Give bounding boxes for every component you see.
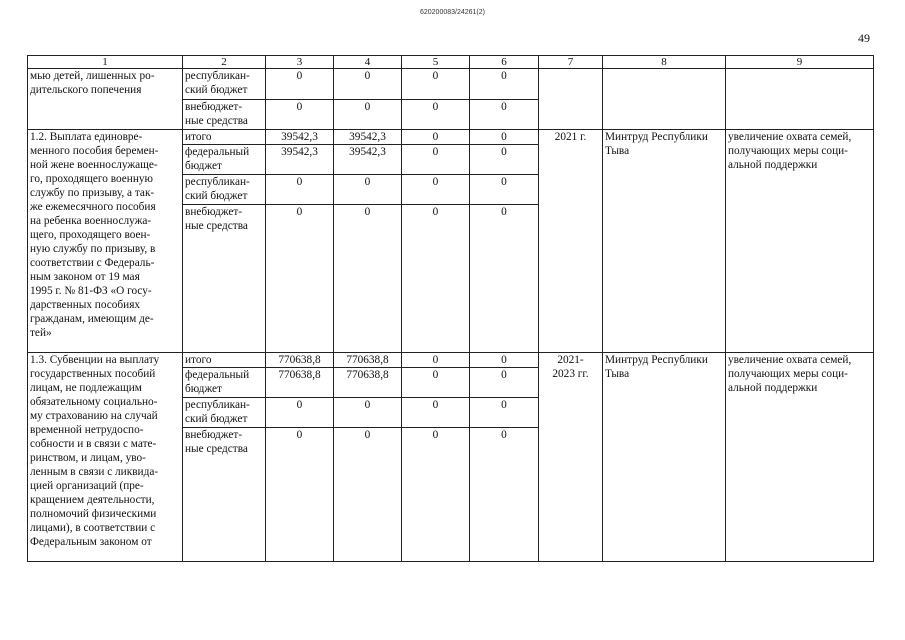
- value-col6: 0: [470, 353, 539, 368]
- value-col4: 0: [334, 428, 402, 562]
- value-col3: 770638,8: [266, 368, 334, 398]
- table-row: [28, 69, 874, 100]
- column-header: 7: [539, 56, 603, 69]
- value-col3: 39542,3: [266, 130, 334, 145]
- funding-source: республикан- ский бюджет: [183, 175, 266, 205]
- value-col4: 39542,3: [334, 145, 402, 175]
- value-col6: 0: [470, 398, 539, 428]
- value-col6: 0: [470, 130, 539, 145]
- value-col4: 0: [334, 398, 402, 428]
- funding-source: республикан- ский бюджет: [183, 398, 266, 428]
- executor: Минтруд Республики Тыва: [603, 353, 726, 562]
- period: 2021- 2023 гг.: [539, 353, 603, 562]
- executor: Минтруд Республики Тыва: [603, 130, 726, 353]
- document-code: 620200083/24261(2): [419, 9, 485, 16]
- period: 2021 г.: [539, 130, 603, 353]
- value-col3: 0: [266, 398, 334, 428]
- value-col4: 770638,8: [334, 368, 402, 398]
- value-col6: 0: [470, 145, 539, 175]
- funding-source: внебюджет- ные средства: [183, 428, 266, 562]
- value-col4: 0: [334, 69, 402, 100]
- period: [539, 69, 603, 130]
- value-col5: 0: [402, 428, 470, 562]
- value-col6: 0: [470, 175, 539, 205]
- page-number: 49: [858, 31, 870, 45]
- funding-source: итого: [183, 130, 266, 145]
- value-col3: 770638,8: [266, 353, 334, 368]
- column-header: 3: [266, 56, 334, 69]
- value-col6: 0: [470, 428, 539, 562]
- value-col3: 0: [266, 100, 334, 130]
- value-col5: 0: [402, 69, 470, 100]
- column-header: 9: [726, 56, 874, 69]
- value-col5: 0: [402, 145, 470, 175]
- value-col3: 0: [266, 428, 334, 562]
- funding-source: федеральный бюджет: [183, 368, 266, 398]
- expected-result: увеличение охвата семей, получающих меры соци- альной поддержки: [726, 353, 874, 562]
- expected-result: увеличение охвата семей, получающих меры соци- альной поддержки: [726, 130, 874, 353]
- value-col5: 0: [402, 130, 470, 145]
- funding-source: республикан- ский бюджет: [183, 69, 266, 100]
- value-col3: 0: [266, 69, 334, 100]
- value-col3: 0: [266, 175, 334, 205]
- value-col5: 0: [402, 368, 470, 398]
- expected-result: [726, 69, 874, 130]
- table-row: [28, 353, 874, 368]
- funding-source: внебюджет- ные средства: [183, 100, 266, 130]
- table-row: [28, 130, 874, 145]
- column-header: 8: [603, 56, 726, 69]
- value-col5: 0: [402, 100, 470, 130]
- value-col4: 0: [334, 205, 402, 353]
- measure-name: 1.3. Субвенции на выплату государственных пособий лицам, не подлежащим обязательному социально- му страхованию на случай временной нетрудоспо- собности и в связи с мате- ринством, и лицам, уво- ленным в связи с ликвида- цией организаций (пре- кращением деятельности, полномочий физическими лицами), в соответствии с Федеральным законом от: [28, 353, 183, 562]
- measure-name: мью детей, лишенных ро- дительского попечения: [28, 69, 183, 130]
- value-col5: 0: [402, 398, 470, 428]
- value-col6: 0: [470, 368, 539, 398]
- value-col5: 0: [402, 353, 470, 368]
- measure-name: 1.2. Выплата единовре- менного пособия беремен- ной жене военнослужаще- го, проходящего военную службу по призыву, а так- же ежемесячного пособия на ребенка военнослужа- щего, проходящего воен- ную службу по призыву, в соответствии с Федераль- ным законом от 19 мая 1995 г. № 81-ФЗ «О госу- дарственных пособиях гражданам, имеющим де- тей»: [28, 130, 183, 353]
- column-header: 6: [470, 56, 539, 69]
- value-col4: 0: [334, 100, 402, 130]
- value-col6: 0: [470, 205, 539, 353]
- value-col3: 0: [266, 205, 334, 353]
- funding-source: федеральный бюджет: [183, 145, 266, 175]
- value-col5: 0: [402, 205, 470, 353]
- column-header: 4: [334, 56, 402, 69]
- value-col4: 0: [334, 175, 402, 205]
- value-col6: 0: [470, 100, 539, 130]
- funding-source: внебюджет- ные средства: [183, 205, 266, 353]
- value-col3: 39542,3: [266, 145, 334, 175]
- value-col6: 0: [470, 69, 539, 100]
- column-header: 5: [402, 56, 470, 69]
- column-number-row: [28, 56, 874, 69]
- column-header: 2: [183, 56, 266, 69]
- value-col5: 0: [402, 175, 470, 205]
- column-header: 1: [28, 56, 183, 69]
- funding-source: итого: [183, 353, 266, 368]
- value-col4: 770638,8: [334, 353, 402, 368]
- program-table: [27, 55, 874, 562]
- executor: [603, 69, 726, 130]
- value-col4: 39542,3: [334, 130, 402, 145]
